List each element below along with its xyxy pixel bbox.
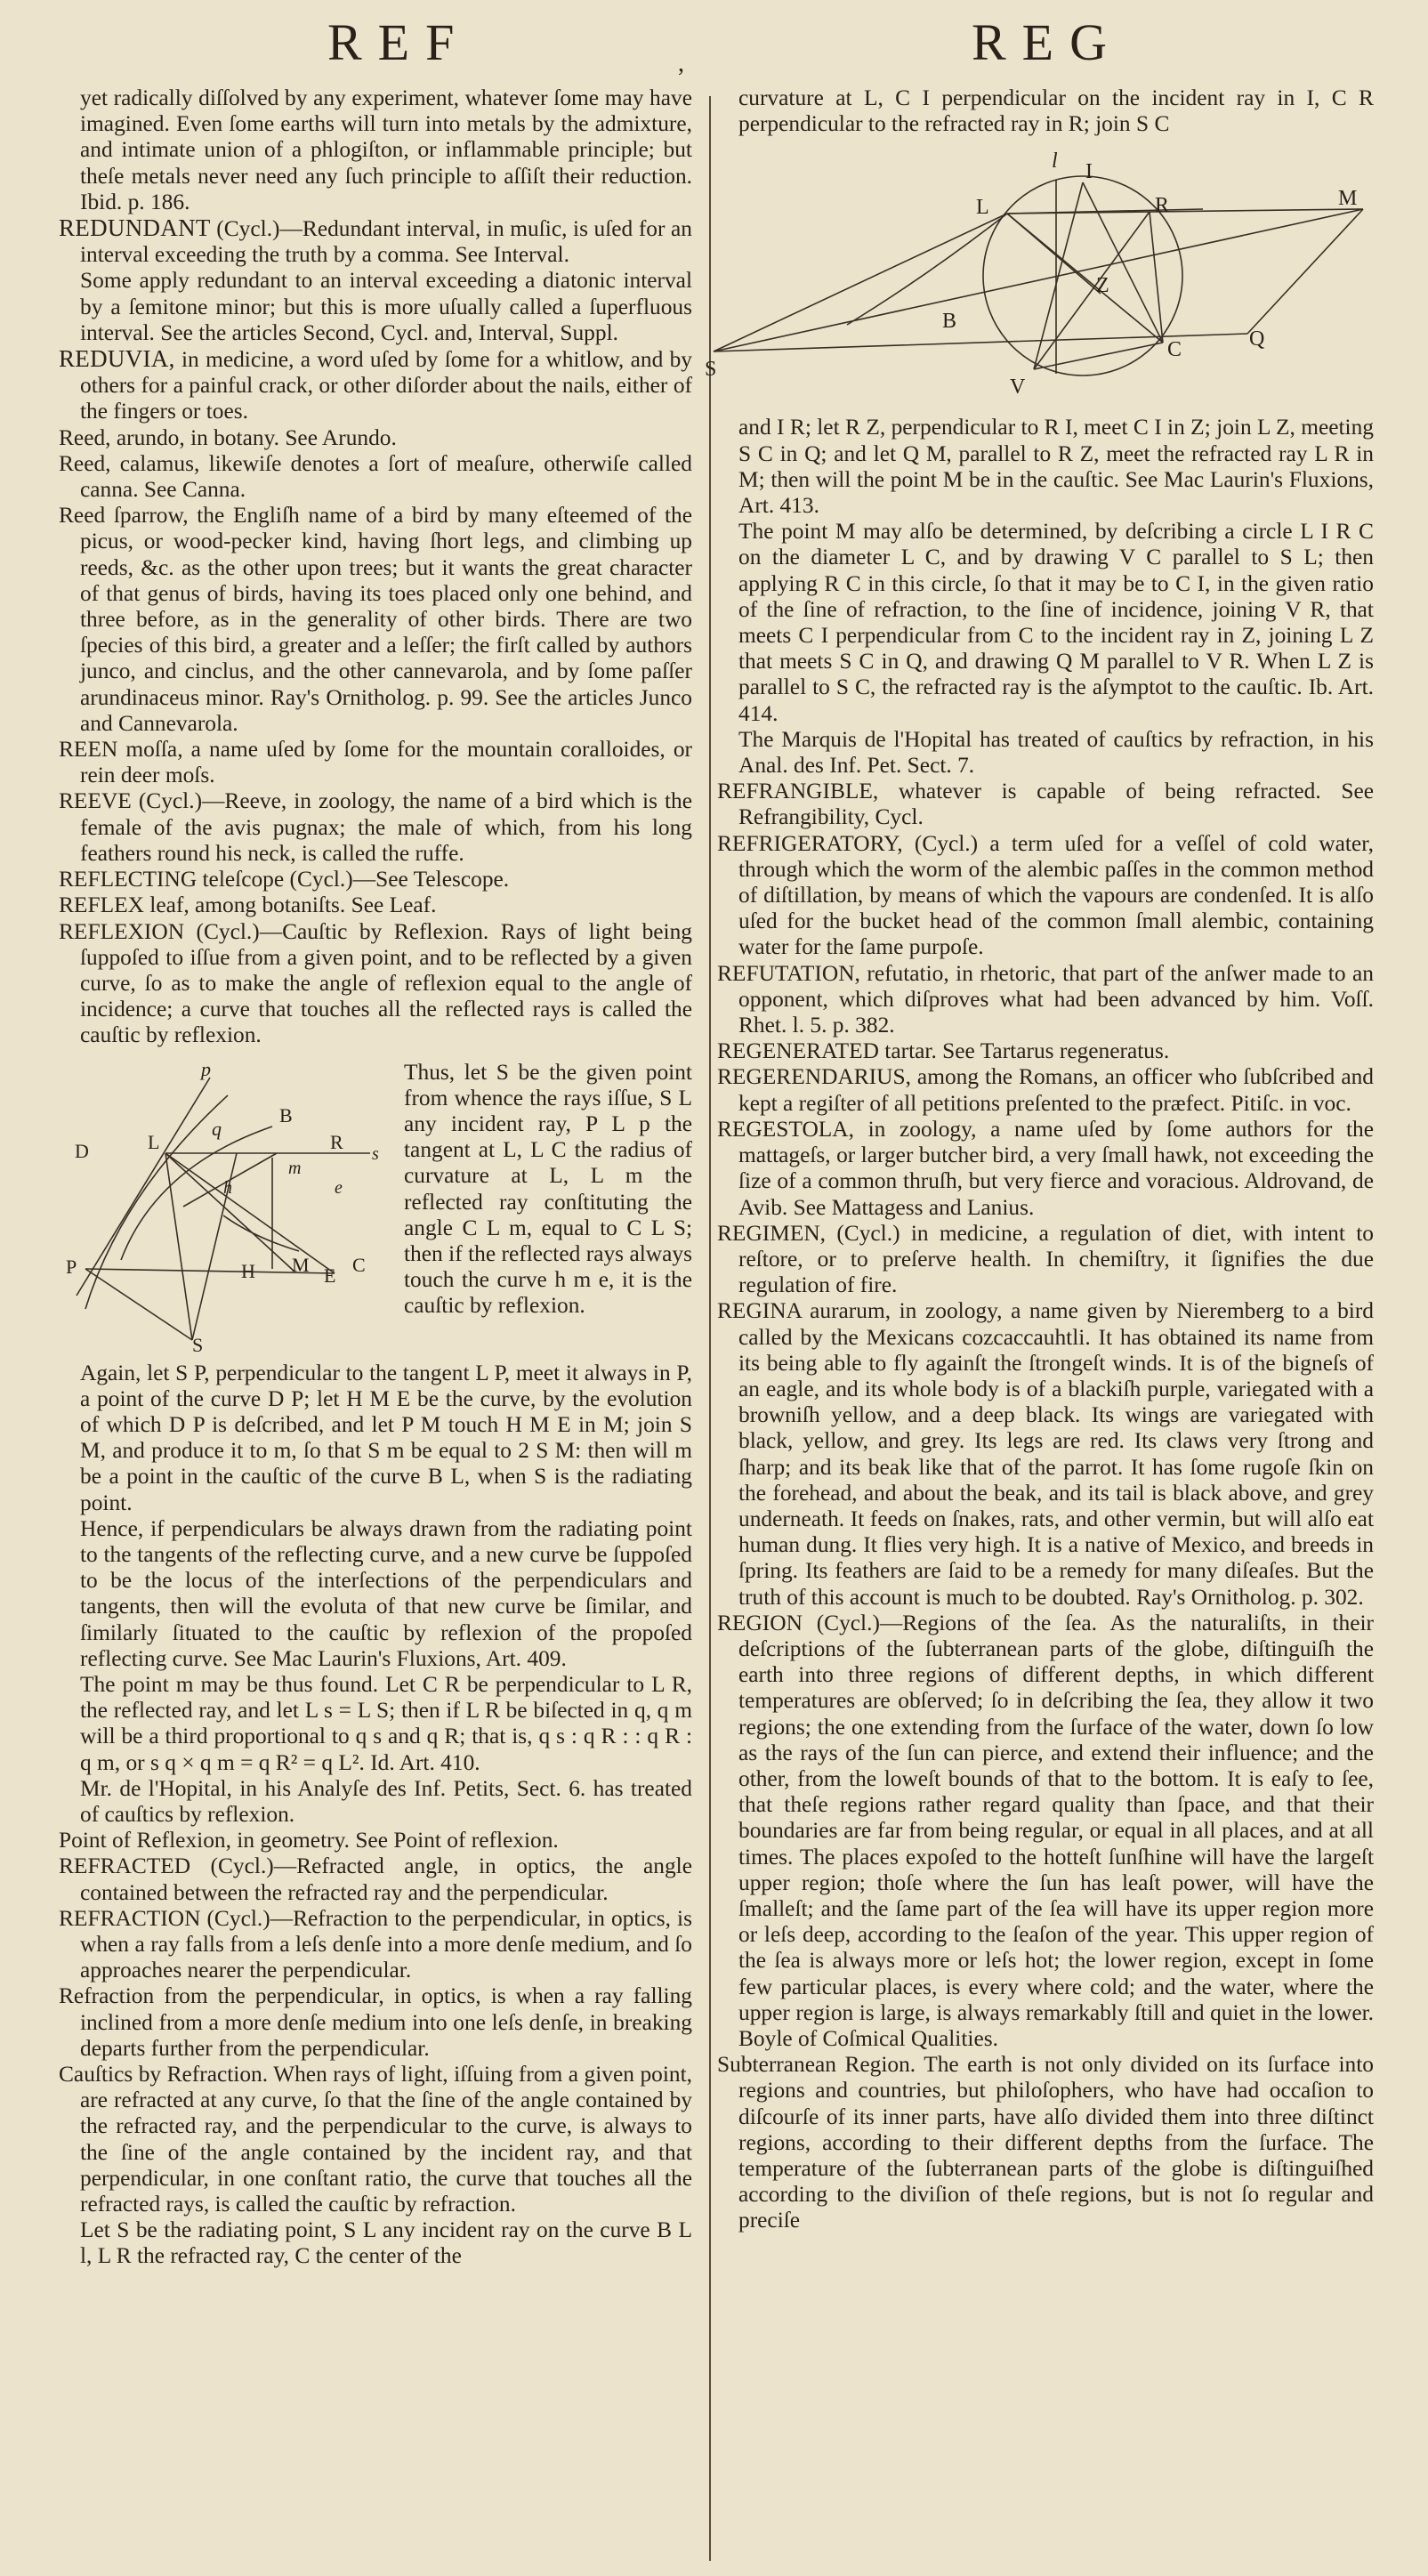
label-V: V [1010,375,1026,400]
entry-reed-sparrow: Reed ſparrow, the Engliſh name of a bird by many eſteemed of the picus, or wood-pecker kind, having ſhort legs, and climbing up reeds, &c. as the other upon trees; but it wants the great character of that genus of birds, having its toes placed only one behind, and three before, as in the generality of other birds. There are two ſpecies of this bird, a greater and a leſſer; the firſt called by authors junco, and cinclus, and the other cannevarola, and by ſome paſſer arundinaceus minor. Ray's Ornitholog. p. 99. See the articles Junco and Cannevarola. [59,503,692,736]
paragraph: and I R; let R Z, perpendicular to R I, meet C I in Z; join L Z, meeting S C in Q; and let Q M, parallel to R Z, meet the refracted ray L R in M; then will the point M be in the cauſtic. See Mac Laurin's Fluxions, Art. 413. [738,415,1374,519]
paragraph: Some apply redundant to an interval exceeding a diatonic interval by a ſemitone minor; but this is more uſually called a ſuperfluous interval. See the articles Second, Cycl. and, Interval, Suppl. [80,268,692,345]
entry-reed-arundo: Reed, arundo, in botany. See Arundo. [59,424,397,450]
label-M: M [292,1253,310,1276]
label-L: L [148,1130,160,1153]
paragraph: Let S be the radiating point, S L any incident ray on the curve B L l, L R the refracted ray, C the center of the [80,2217,692,2269]
left-column [59,85,692,2270]
paragraph: Again, let S P, perpendicular to the tangent L P, meet it always in P, a point of the curve D P; let H M E be the curve, by the evolution of which D P is deſcribed, and let P M touch H M E in M; join S M, and produce it to m, ſo that S m be equal to 2 S M: then will m be a point in the cauſtic of the curve B L, when S is the radiating point. [80,1360,692,1515]
label-s: s [372,1143,379,1164]
paragraph: The point M may alſo be determined, by deſcribing a circle L I R C on the diameter L C, and by drawing V C parallel to S L; then applying R C in this circle, ſo that it may be to C I, in the given ratio of the ſine of refraction, to the ſine of incidence, joining V R, that meets C I perpendicular from C to the incident ray in Z, joining L Z that meets S C in Q, and drawing Q M parallel to V R. When L Z is parallel to S C, the refracted ray is the aſymptot to the cauſtic. Ib. Art. 414. [738,519,1374,726]
column-rule [709,96,711,2561]
label-I: I [1085,160,1093,184]
entry-regimen: REGIMEN, (Cycl.) in medicine, a regulation of diet, with intent to reſtore, or to preſerve health. In chemiſtry, it ſignifies the due regulation of fire. [717,1220,1374,1298]
headword: REDUVIA, [59,345,175,373]
caustic-refraction-figure [705,142,1381,409]
caustic-reflexion-figure [59,1060,397,1353]
paragraph: The point m may be thus found. Let C R be perpendicular to L R, the reflected ray, and let L s = L S; then if L R be biſected in q, q m will be a third proportional to q s and q R; that is, q s : q R : : q R : q m, or s q × q m = q R² = q L². Id. Art. 410. [80,1671,692,1775]
label-E: E [324,1264,336,1287]
entry-body: in medicine, a word uſed by ſome for a whitlow, and by others for a painful crack, or other diſorder about the nails, either of the fingers or toes. [80,347,692,424]
entry-reen: REEN moſſa, a name uſed by ſome for the mountain coralloides, or rein deer moſs. [59,737,692,788]
right-column [705,85,1374,2234]
paragraph: Hence, if perpendiculars be always drawn from the radiating point to the tangents of the reflecting curve, and a new curve be ſuppoſed to be the locus of the interſections of the perpendiculars and tangents, then will the evoluta of that new curve be ſimilar, and ſimilarly ſituated to the cauſtic by reflexion of the propoſed reflecting curve. See Mac Laurin's Fluxions, Art. 409. [80,1515,692,1671]
entry-reeve: REEVE (Cycl.)—Reeve, in zoology, the name of a bird which is the female of the avis pugnax; the male of which, from his long feathers round his neck, is called the ruffe. [59,788,692,866]
entry-refraction-from: Refraction from the perpendicular, in optics, is when a ray falling inclined from a more denſe medium into one leſs denſe, in breaking departs further from the perpendicular. [59,1983,692,2061]
entry-region: REGION (Cycl.)—Regions of the ſea. As the naturaliſts, in their deſcriptions of the ſubterranean parts of the globe, diſtinguiſh the earth into three regions of different depths, in which different temperatures are obſerved; ſo in deſcribing the ſea, they allow it two regions; the one extending from the ſurface of the water, down ſo low as the rays of the ſun can pierce, and extend their influence; and the other, from the loweſt bounds of that to the bottom. It is eaſy to ſee, that theſe regions rather regard quality than ſpace, and that their boundaries are far from being regular, or equal in all places, and at all times. The places expoſed to the hotteſt ſunſhine will have the largeſt upper region; thoſe where the ſun has leaſt power, will have the ſmalleſt; and the ſame part of the ſea will have its upper region more or leſs deep, according to the ſeaſon of the year. This upper region of the ſea is always more or leſs hot; the lower region, except in ſome few particular places, is every where cold; and the water, where the upper region is large, is always remarkably ſtill and quiet in the lower. Boyle of Coſmical Qualities. [717,1610,1374,2051]
entry-redundant [59,215,692,268]
label-S: S [192,1333,204,1353]
entry-regerendarius: REGERENDARIUS, among the Romans, an officer who ſubſcribed and kept a regiſter of all petitions preſented to the præfect. Pitiſc. in voc. [717,1064,1374,1116]
paragraph-continued: yet radically diſſolved by any experiment, whatever ſome may have imagined. Even ſome earths will turn into metals by the admixture, and intimate union of a phlogiſton, or inflammable principle; but theſe metals never need any ſuch principle to aſſiſt their reduction. Ibid. p. 186. [80,85,692,214]
label-M: M [1338,187,1358,211]
label-l: l [1052,149,1058,174]
label-h: h [223,1177,232,1198]
label-R: R [1155,194,1170,218]
entry-reflex: REFLEX leaf, among botaniſts. See Leaf. [59,892,437,918]
entry-reflexion: REFLEXION (Cycl.)—Cauſtic by Reflexion. Rays of light being ſuppoſed to iſſue from a given point, and to be reflected by a given curve, ſo as to make the angle of reflexion equal to the angle of incidence; a curve that touches all the reflected rays is called the cauſtic by reflexion. [59,918,692,1048]
entry-point-of-reflexion: Point of Reflexion, in geometry. See Point of reflexion. [59,1828,559,1853]
paragraph: Mr. de l'Hopital, in his Analyſe des Inf. Petits, Sect. 6. has treated of cauſtics by reflexion. [80,1775,692,1827]
figure-caption-text: Thus, let S be the given point from whence the rays iſſue, S L any incident ray, P L p the tangent at L, L C the radius of curvature at L, L m the reflected ray conſtituting the angle C L m, equal to C L S; then if the reflected rays always touch the curve h m e, it is the cauſtic by reflexion. [404,1059,692,1319]
label-L: L [976,196,989,220]
label-B: B [942,310,957,334]
label-p: p [201,1059,211,1080]
entry-refrangible: REFRANGIBLE, whatever is capable of being refracted. See Refrangibility, Cycl. [717,779,1374,830]
label-q: q [212,1117,222,1140]
label-D: D [75,1139,89,1162]
entry-reed-calamus: Reed, calamus, likewiſe denotes a ſort of meaſure, otherwiſe called canna. See Canna. [59,450,692,503]
label-C: C [352,1253,366,1276]
running-head-mark: , [678,50,684,77]
paragraph-continued: curvature at L, C I perpendicular on the incident ray in I, C R perpendicular to the refracted ray in R; join S C [738,85,1374,137]
entry-body: (Cycl.)—Redundant interval, in muſic, is uſed for an interval exceeding the truth by a comma. See Interval. [80,216,692,268]
entry-refrigeratory: REFRIGERATORY, (Cycl.) a term uſed for a veſſel of cold water, through which the worm of the alembic paſſes in the common method of diſtillation, by means of which the vapours are condenſed. It is alſo uſed for the bucket head of the common ſmall alembic, containing water for the ſame purpoſe. [717,830,1374,960]
label-R: R [330,1130,343,1153]
label-H: H [241,1259,255,1282]
label-e: e [335,1177,343,1198]
running-head-left: REF [327,13,471,71]
entry-refracted: REFRACTED (Cycl.)—Refracted angle, in optics, the angle contained between the refracted ray and the perpendicular. [59,1853,692,1905]
headword: REDUNDANT [59,214,211,242]
entry-caustics-refraction: Cauſtics by Refraction. When rays of light, iſſuing from a given point, are refracted at any curve, ſo that the ſine of the angle contained by the refracted ray, and the perpendicular to the curve, is always to the ſine of the angle contained by the incident ray, and that perpendicular, in one conſtant ratio, the curve that touches all the refracted rays, is called the cauſtic by refraction. [59,2062,692,2217]
entry-regina: REGINA aurarum, in zoology, a name given by Nieremberg to a bird called by the Mexicans cozcaccauhtli. It has obtained its name from its being able to fly againſt the ſtrongeſt winds. It is of the bigneſs of an eagle, and its whole body is of a blackiſh purple, variegated with a browniſh yellow, and a deep black. Its wings are variegated with black, yellow, and grey. Its legs are red. Its claws very ſtrong and ſharp; and its beak like that of the parrot. It has ſome rugoſe ſkin on the forehead, and about the beak, and its tail is black above, and grey underneath. It feeds on ſnakes, rats, and other vermin, but will alſo eat human dung. It flies very high. It is a native of Mexico, and breeds in ſpring. Its feathers are ſaid to be a remedy for many diſeaſes. But the truth of this account is much to be doubted. Ray's Ornitholog. p. 302. [717,1298,1374,1610]
entry-refutation: REFUTATION, refutatio, in rhetoric, that part of the anſwer made to an opponent, which diſproves what had been advanced by him. Voſſ. Rhet. l. 5. p. 382. [717,960,1374,1038]
label-m: m [288,1158,302,1178]
label-C: C [1167,338,1182,362]
entry-reduvia [59,346,692,425]
label-B: B [279,1103,293,1126]
label-P: P [66,1255,77,1278]
entry-reflecting: REFLECTING teleſcope (Cycl.)—See Telescope. [59,867,510,892]
reflexion-figure-block [59,1060,692,1353]
entry-regestola: REGESTOLA, in zoology, a name uſed by ſome authors for the mattageſs, or larger butcher bird, a very ſmall hawk, not exceeding the ſize of a common thruſh, but very fierce and voracious. Aldrovand, de Avib. See Mattagess and Lanius. [717,1116,1374,1220]
paragraph: The Marquis de l'Hopital has treated of cauſtics by refraction, in his Anal. des Inf. Pet. Sect. 7. [738,726,1374,779]
label-Q: Q [1249,327,1265,351]
entry-subterranean-region: Subterranean Region. The earth is not only divided on its ſurface into regions and countries, but philoſophers, who have had occaſion to diſcourſe of its inner parts, have alſo divided them into three diſtinct regions, according to their different depths from the ſurface. The temperature of the ſubterranean parts of the globe is diſtinguiſhed according to the diviſion of theſe regions, but is not ſo regular and preciſe [717,2052,1374,2233]
entry-regenerated: REGENERATED tartar. See Tartarus regeneratus. [717,1038,1170,1064]
label-S: S [705,358,717,382]
running-head-right: REG [972,13,1123,71]
label-Z: Z [1096,274,1109,298]
entry-refraction: REFRACTION (Cycl.)—Refraction to the perpendicular, in optics, is when a ray falls from a leſs denſe into a more denſe medium, and ſo approaches nearer the perpendicular. [59,1905,692,1983]
